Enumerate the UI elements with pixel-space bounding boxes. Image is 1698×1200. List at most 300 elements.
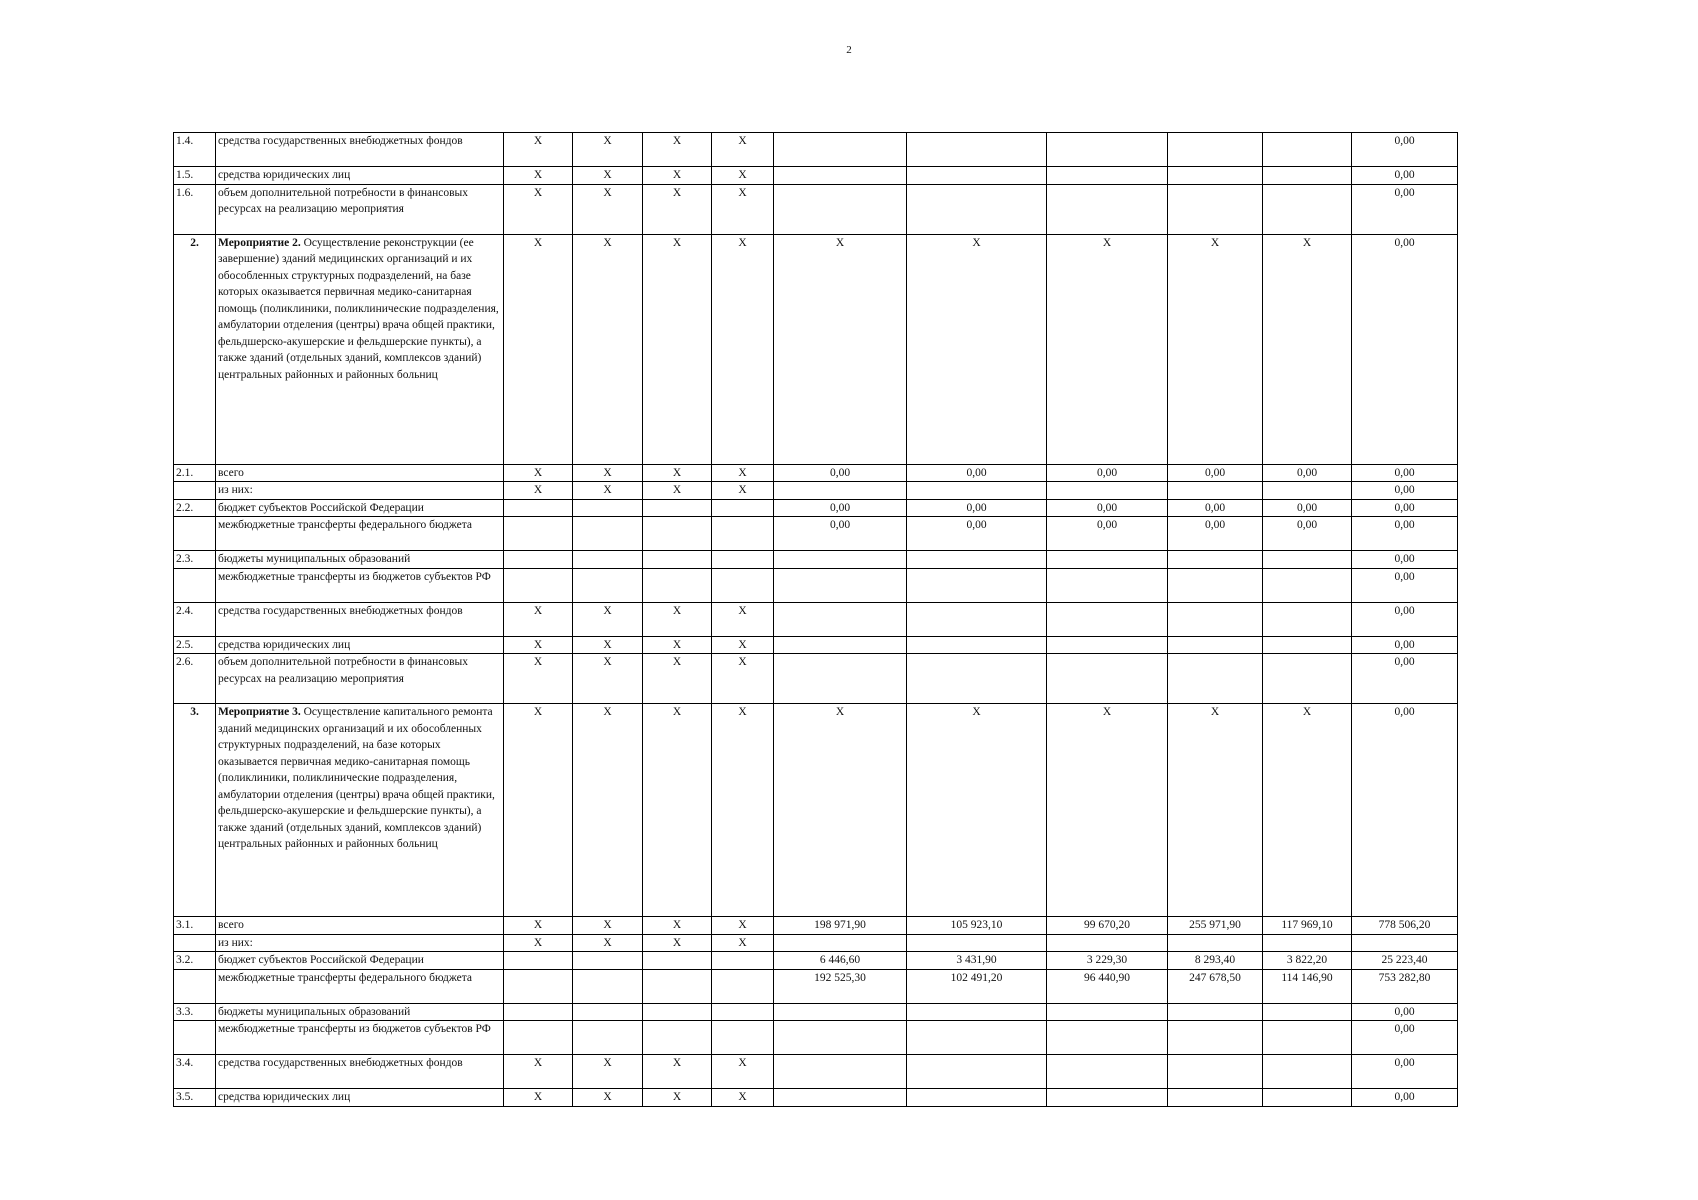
table-body: [174, 133, 1458, 1107]
value-cell: [774, 934, 907, 952]
value-cell: 102 491,20: [907, 969, 1047, 1003]
value-cell: [1168, 184, 1263, 234]
row-name-cell: [216, 551, 504, 569]
value-cell: X: [504, 184, 573, 234]
value-cell: X: [712, 934, 774, 952]
value-cell: 0,00: [1352, 167, 1458, 185]
value-cell: X: [712, 654, 774, 704]
value-cell: X: [643, 636, 712, 654]
value-cell: X: [573, 602, 643, 636]
value-cell: X: [643, 464, 712, 482]
row-number-cell: [174, 482, 216, 500]
row-name-text: Осуществление капитального ремонта зданий медицинских организаций и их обособленных структурных подразделений, на базе которых оказывается первичная медико-санитарная помощь (поликлиники, поликлинические подразделения, амбулатории отделения (центры) врача общей практики, фельдшерско-акушерские и фельдшерские пункты), а также зданий (отдельных зданий, комплексов зданий) центральных районных и районных больниц: [218, 706, 495, 850]
value-cell: X: [712, 1055, 774, 1089]
value-cell: X: [712, 917, 774, 935]
value-cell: X: [1168, 704, 1263, 917]
value-cell: 8 293,40: [1168, 952, 1263, 970]
value-cell: [907, 934, 1047, 952]
row-name-cell: [216, 602, 504, 636]
value-cell: 0,00: [1047, 517, 1168, 551]
row-name-cell: [216, 234, 504, 464]
value-cell: 0,00: [1263, 464, 1352, 482]
value-cell: [774, 133, 907, 167]
value-cell: [504, 551, 573, 569]
value-cell: X: [907, 704, 1047, 917]
value-cell: 0,00: [1352, 499, 1458, 517]
value-cell: X: [573, 464, 643, 482]
value-cell: 0,00: [1263, 499, 1352, 517]
row-name-text: средства юридических лиц: [218, 638, 351, 651]
value-cell: [907, 1021, 1047, 1055]
value-cell: [907, 1089, 1047, 1107]
value-cell: [1263, 568, 1352, 602]
value-cell: [643, 568, 712, 602]
value-cell: [907, 184, 1047, 234]
table-row: [174, 1055, 1458, 1089]
value-cell: X: [712, 482, 774, 500]
value-cell: 96 440,90: [1047, 969, 1168, 1003]
value-cell: 114 146,90: [1263, 969, 1352, 1003]
value-cell: [1263, 1003, 1352, 1021]
row-name-cell: [216, 184, 504, 234]
row-name-text: объем дополнительной потребности в финансовых ресурсах на реализацию мероприятия: [218, 656, 469, 685]
table-row: [174, 499, 1458, 517]
row-name-cell: [216, 133, 504, 167]
row-name-text: средства юридических лиц: [218, 169, 351, 181]
row-name-cell: [216, 499, 504, 517]
value-cell: X: [643, 184, 712, 234]
value-cell: [573, 1021, 643, 1055]
value-cell: 0,00: [1168, 517, 1263, 551]
table-row: [174, 184, 1458, 234]
row-number-cell: 2.4.: [174, 602, 216, 636]
table-row: [174, 1021, 1458, 1055]
row-name-cell: [216, 167, 504, 185]
row-number-cell: 2.1.: [174, 464, 216, 482]
table-row: [174, 482, 1458, 500]
value-cell: [712, 1021, 774, 1055]
row-name-cell: [216, 517, 504, 551]
value-cell: X: [504, 167, 573, 185]
value-cell: [573, 952, 643, 970]
value-cell: [712, 1003, 774, 1021]
value-cell: [643, 499, 712, 517]
value-cell: X: [1263, 234, 1352, 464]
value-cell: 0,00: [1352, 184, 1458, 234]
value-cell: [504, 1021, 573, 1055]
row-name-text: объем дополнительной потребности в финансовых ресурсах на реализацию мероприятия: [218, 186, 469, 215]
value-cell: 0,00: [907, 499, 1047, 517]
value-cell: [1263, 482, 1352, 500]
value-cell: [907, 133, 1047, 167]
value-cell: [907, 568, 1047, 602]
value-cell: X: [712, 167, 774, 185]
value-cell: 99 670,20: [1047, 917, 1168, 935]
value-cell: [504, 1003, 573, 1021]
value-cell: X: [504, 133, 573, 167]
value-cell: [573, 969, 643, 1003]
value-cell: X: [712, 464, 774, 482]
row-name-text: бюджеты муниципальных образований: [218, 1005, 411, 1018]
table-row: [174, 167, 1458, 185]
value-cell: X: [573, 704, 643, 917]
row-name-text: межбюджетные трансферты из бюджетов субъектов РФ: [218, 1023, 491, 1035]
value-cell: [504, 517, 573, 551]
value-cell: [907, 551, 1047, 569]
value-cell: 6 446,60: [774, 952, 907, 970]
row-number-cell: 1.4.: [174, 133, 216, 167]
table-row: [174, 1089, 1458, 1107]
value-cell: X: [573, 167, 643, 185]
value-cell: X: [643, 1055, 712, 1089]
row-number-cell: 3.3.: [174, 1003, 216, 1021]
value-cell: [643, 1021, 712, 1055]
table-row: [174, 654, 1458, 704]
value-cell: [774, 636, 907, 654]
value-cell: [1047, 602, 1168, 636]
value-cell: 0,00: [1352, 568, 1458, 602]
value-cell: X: [712, 636, 774, 654]
value-cell: [1263, 602, 1352, 636]
row-name-cell: [216, 1003, 504, 1021]
value-cell: [1168, 1003, 1263, 1021]
row-name-text: бюджеты муниципальных образований: [218, 553, 411, 565]
value-cell: [573, 517, 643, 551]
value-cell: 0,00: [907, 517, 1047, 551]
value-cell: [774, 1021, 907, 1055]
value-cell: X: [643, 704, 712, 917]
value-cell: [907, 1003, 1047, 1021]
value-cell: 198 971,90: [774, 917, 907, 935]
value-cell: 3 822,20: [1263, 952, 1352, 970]
value-cell: X: [504, 934, 573, 952]
value-cell: X: [643, 917, 712, 935]
value-cell: [712, 517, 774, 551]
value-cell: 117 969,10: [1263, 917, 1352, 935]
value-cell: [774, 1003, 907, 1021]
value-cell: [1168, 551, 1263, 569]
value-cell: X: [573, 234, 643, 464]
value-cell: [907, 167, 1047, 185]
value-cell: [504, 952, 573, 970]
row-number-cell: [174, 1021, 216, 1055]
row-number-cell: [174, 969, 216, 1003]
value-cell: X: [712, 704, 774, 917]
value-cell: [1047, 551, 1168, 569]
row-name-cell: [216, 1089, 504, 1107]
row-number-cell: 2.3.: [174, 551, 216, 569]
value-cell: [1047, 934, 1168, 952]
table-row: [174, 551, 1458, 569]
value-cell: [1263, 654, 1352, 704]
value-cell: [573, 551, 643, 569]
row-name-text: межбюджетные трансферты федерального бюджета: [218, 519, 473, 531]
value-cell: X: [712, 234, 774, 464]
value-cell: [573, 1003, 643, 1021]
value-cell: [643, 952, 712, 970]
value-cell: X: [504, 234, 573, 464]
row-name-cell: [216, 568, 504, 602]
value-cell: [712, 568, 774, 602]
row-name-cell: [216, 654, 504, 704]
table-row: [174, 464, 1458, 482]
value-cell: X: [774, 234, 907, 464]
value-cell: [907, 482, 1047, 500]
value-cell: [1263, 1021, 1352, 1055]
value-cell: X: [573, 184, 643, 234]
value-cell: [1263, 133, 1352, 167]
value-cell: [1168, 482, 1263, 500]
value-cell: [712, 969, 774, 1003]
value-cell: X: [504, 464, 573, 482]
value-cell: [1168, 167, 1263, 185]
value-cell: 0,00: [1352, 482, 1458, 500]
row-name-text: из них:: [218, 936, 253, 949]
row-number-cell: 3.1.: [174, 917, 216, 935]
value-cell: [643, 517, 712, 551]
value-cell: [643, 1003, 712, 1021]
value-cell: 255 971,90: [1168, 917, 1263, 935]
value-cell: 0,00: [1263, 517, 1352, 551]
value-cell: [1263, 636, 1352, 654]
value-cell: X: [573, 934, 643, 952]
value-cell: 0,00: [774, 517, 907, 551]
value-cell: [1047, 1055, 1168, 1089]
row-number-cell: 1.6.: [174, 184, 216, 234]
value-cell: 0,00: [1168, 464, 1263, 482]
value-cell: 0,00: [1168, 499, 1263, 517]
value-cell: 247 678,50: [1168, 969, 1263, 1003]
value-cell: [504, 568, 573, 602]
value-cell: 0,00: [1352, 1089, 1458, 1107]
value-cell: [712, 952, 774, 970]
financing-table: [173, 132, 1458, 1107]
value-cell: 0,00: [1047, 464, 1168, 482]
value-cell: [1047, 167, 1168, 185]
row-name-text: всего: [218, 466, 244, 479]
value-cell: [1168, 602, 1263, 636]
value-cell: [504, 969, 573, 1003]
value-cell: 0,00: [1352, 1003, 1458, 1021]
value-cell: X: [504, 654, 573, 704]
value-cell: [1168, 934, 1263, 952]
value-cell: [643, 969, 712, 1003]
value-cell: [1263, 934, 1352, 952]
value-cell: [1263, 551, 1352, 569]
value-cell: X: [643, 602, 712, 636]
value-cell: X: [573, 636, 643, 654]
value-cell: X: [712, 133, 774, 167]
row-name-cell: [216, 1055, 504, 1089]
value-cell: 0,00: [1047, 499, 1168, 517]
value-cell: [1263, 1089, 1352, 1107]
value-cell: [774, 551, 907, 569]
row-name-cell: [216, 1021, 504, 1055]
value-cell: 192 525,30: [774, 969, 907, 1003]
value-cell: X: [504, 1055, 573, 1089]
value-cell: 0,00: [1352, 1021, 1458, 1055]
value-cell: 0,00: [907, 464, 1047, 482]
row-name-cell: [216, 704, 504, 917]
table-row: [174, 934, 1458, 952]
value-cell: X: [774, 704, 907, 917]
row-number-cell: 3.: [174, 704, 216, 917]
value-cell: 0,00: [774, 499, 907, 517]
value-cell: [1047, 1021, 1168, 1055]
value-cell: [1168, 1055, 1263, 1089]
table-row: [174, 568, 1458, 602]
value-cell: X: [1263, 704, 1352, 917]
value-cell: 0,00: [774, 464, 907, 482]
row-number-cell: 3.5.: [174, 1089, 216, 1107]
value-cell: [1047, 636, 1168, 654]
value-cell: [774, 482, 907, 500]
value-cell: [774, 167, 907, 185]
row-name-text: средства государственных внебюджетных фондов: [218, 1057, 463, 1069]
row-name-text: всего: [218, 919, 244, 931]
value-cell: [1352, 934, 1458, 952]
page-number: 2: [846, 44, 852, 56]
value-cell: [907, 602, 1047, 636]
value-cell: X: [573, 1089, 643, 1107]
value-cell: [774, 568, 907, 602]
value-cell: [1047, 184, 1168, 234]
value-cell: 778 506,20: [1352, 917, 1458, 935]
row-name-text: межбюджетные трансферты федерального бюджета: [218, 971, 473, 984]
value-cell: [1047, 1003, 1168, 1021]
row-name-cell: [216, 482, 504, 500]
value-cell: X: [573, 133, 643, 167]
table-row: [174, 517, 1458, 551]
row-name-text: бюджет субъектов Российской Федерации: [218, 954, 424, 966]
value-cell: 0,00: [1352, 234, 1458, 464]
table-row: [174, 602, 1458, 636]
value-cell: 753 282,80: [1352, 969, 1458, 1003]
value-cell: [907, 636, 1047, 654]
value-cell: X: [643, 1089, 712, 1107]
table-row: [174, 969, 1458, 1003]
value-cell: X: [1168, 234, 1263, 464]
value-cell: 3 229,30: [1047, 952, 1168, 970]
value-cell: X: [712, 1089, 774, 1107]
value-cell: X: [643, 133, 712, 167]
value-cell: X: [643, 654, 712, 704]
value-cell: X: [573, 482, 643, 500]
value-cell: X: [504, 636, 573, 654]
row-number-cell: [174, 568, 216, 602]
value-cell: [1047, 654, 1168, 704]
value-cell: [774, 654, 907, 704]
value-cell: [1047, 1089, 1168, 1107]
value-cell: 0,00: [1352, 654, 1458, 704]
value-cell: 0,00: [1352, 551, 1458, 569]
value-cell: 0,00: [1352, 1055, 1458, 1089]
row-name-text: средства юридических лиц: [218, 1091, 351, 1103]
row-number-cell: 2.: [174, 234, 216, 464]
value-cell: [1168, 133, 1263, 167]
row-name-cell: [216, 636, 504, 654]
value-cell: X: [573, 654, 643, 704]
measure-title: Мероприятие 2.: [218, 236, 301, 249]
row-name-cell: [216, 934, 504, 952]
value-cell: 0,00: [1352, 704, 1458, 917]
value-cell: [712, 499, 774, 517]
value-cell: X: [504, 917, 573, 935]
row-name-cell: [216, 464, 504, 482]
value-cell: X: [643, 482, 712, 500]
value-cell: [774, 184, 907, 234]
value-cell: [643, 551, 712, 569]
value-cell: 3 431,90: [907, 952, 1047, 970]
value-cell: [1263, 184, 1352, 234]
row-number-cell: [174, 517, 216, 551]
value-cell: 105 923,10: [907, 917, 1047, 935]
value-cell: [1047, 133, 1168, 167]
value-cell: X: [1047, 234, 1168, 464]
value-cell: [1168, 636, 1263, 654]
row-number-cell: 2.2.: [174, 499, 216, 517]
value-cell: [712, 551, 774, 569]
table-row: [174, 917, 1458, 935]
table-row: [174, 1003, 1458, 1021]
row-number-cell: 3.4.: [174, 1055, 216, 1089]
value-cell: X: [712, 184, 774, 234]
row-number-cell: 3.2.: [174, 952, 216, 970]
value-cell: [774, 1055, 907, 1089]
row-name-text: средства государственных внебюджетных фондов: [218, 604, 463, 617]
value-cell: [774, 602, 907, 636]
value-cell: [504, 499, 573, 517]
table-row: [174, 704, 1458, 917]
value-cell: [573, 568, 643, 602]
value-cell: X: [504, 602, 573, 636]
value-cell: [1263, 167, 1352, 185]
value-cell: [1168, 654, 1263, 704]
value-cell: X: [504, 1089, 573, 1107]
value-cell: 0,00: [1352, 133, 1458, 167]
table-row: [174, 133, 1458, 167]
value-cell: X: [907, 234, 1047, 464]
value-cell: [1047, 482, 1168, 500]
value-cell: [907, 1055, 1047, 1089]
value-cell: X: [504, 704, 573, 917]
value-cell: X: [643, 934, 712, 952]
value-cell: [1047, 568, 1168, 602]
value-cell: X: [573, 1055, 643, 1089]
row-name-cell: [216, 917, 504, 935]
value-cell: 25 223,40: [1352, 952, 1458, 970]
value-cell: [1263, 1055, 1352, 1089]
row-number-cell: 2.5.: [174, 636, 216, 654]
row-number-cell: [174, 934, 216, 952]
value-cell: X: [573, 917, 643, 935]
row-name-text: бюджет субъектов Российской Федерации: [218, 501, 424, 514]
value-cell: [573, 499, 643, 517]
value-cell: 0,00: [1352, 464, 1458, 482]
measure-title: Мероприятие 3.: [218, 706, 301, 718]
value-cell: 0,00: [1352, 602, 1458, 636]
value-cell: X: [643, 234, 712, 464]
value-cell: [907, 654, 1047, 704]
value-cell: 0,00: [1352, 517, 1458, 551]
row-name-text: средства государственных внебюджетных фондов: [218, 135, 463, 147]
row-number-cell: 1.5.: [174, 167, 216, 185]
table-row: [174, 636, 1458, 654]
row-number-cell: 2.6.: [174, 654, 216, 704]
value-cell: [1168, 1089, 1263, 1107]
row-name-cell: [216, 952, 504, 970]
row-name-text: из них:: [218, 484, 253, 496]
